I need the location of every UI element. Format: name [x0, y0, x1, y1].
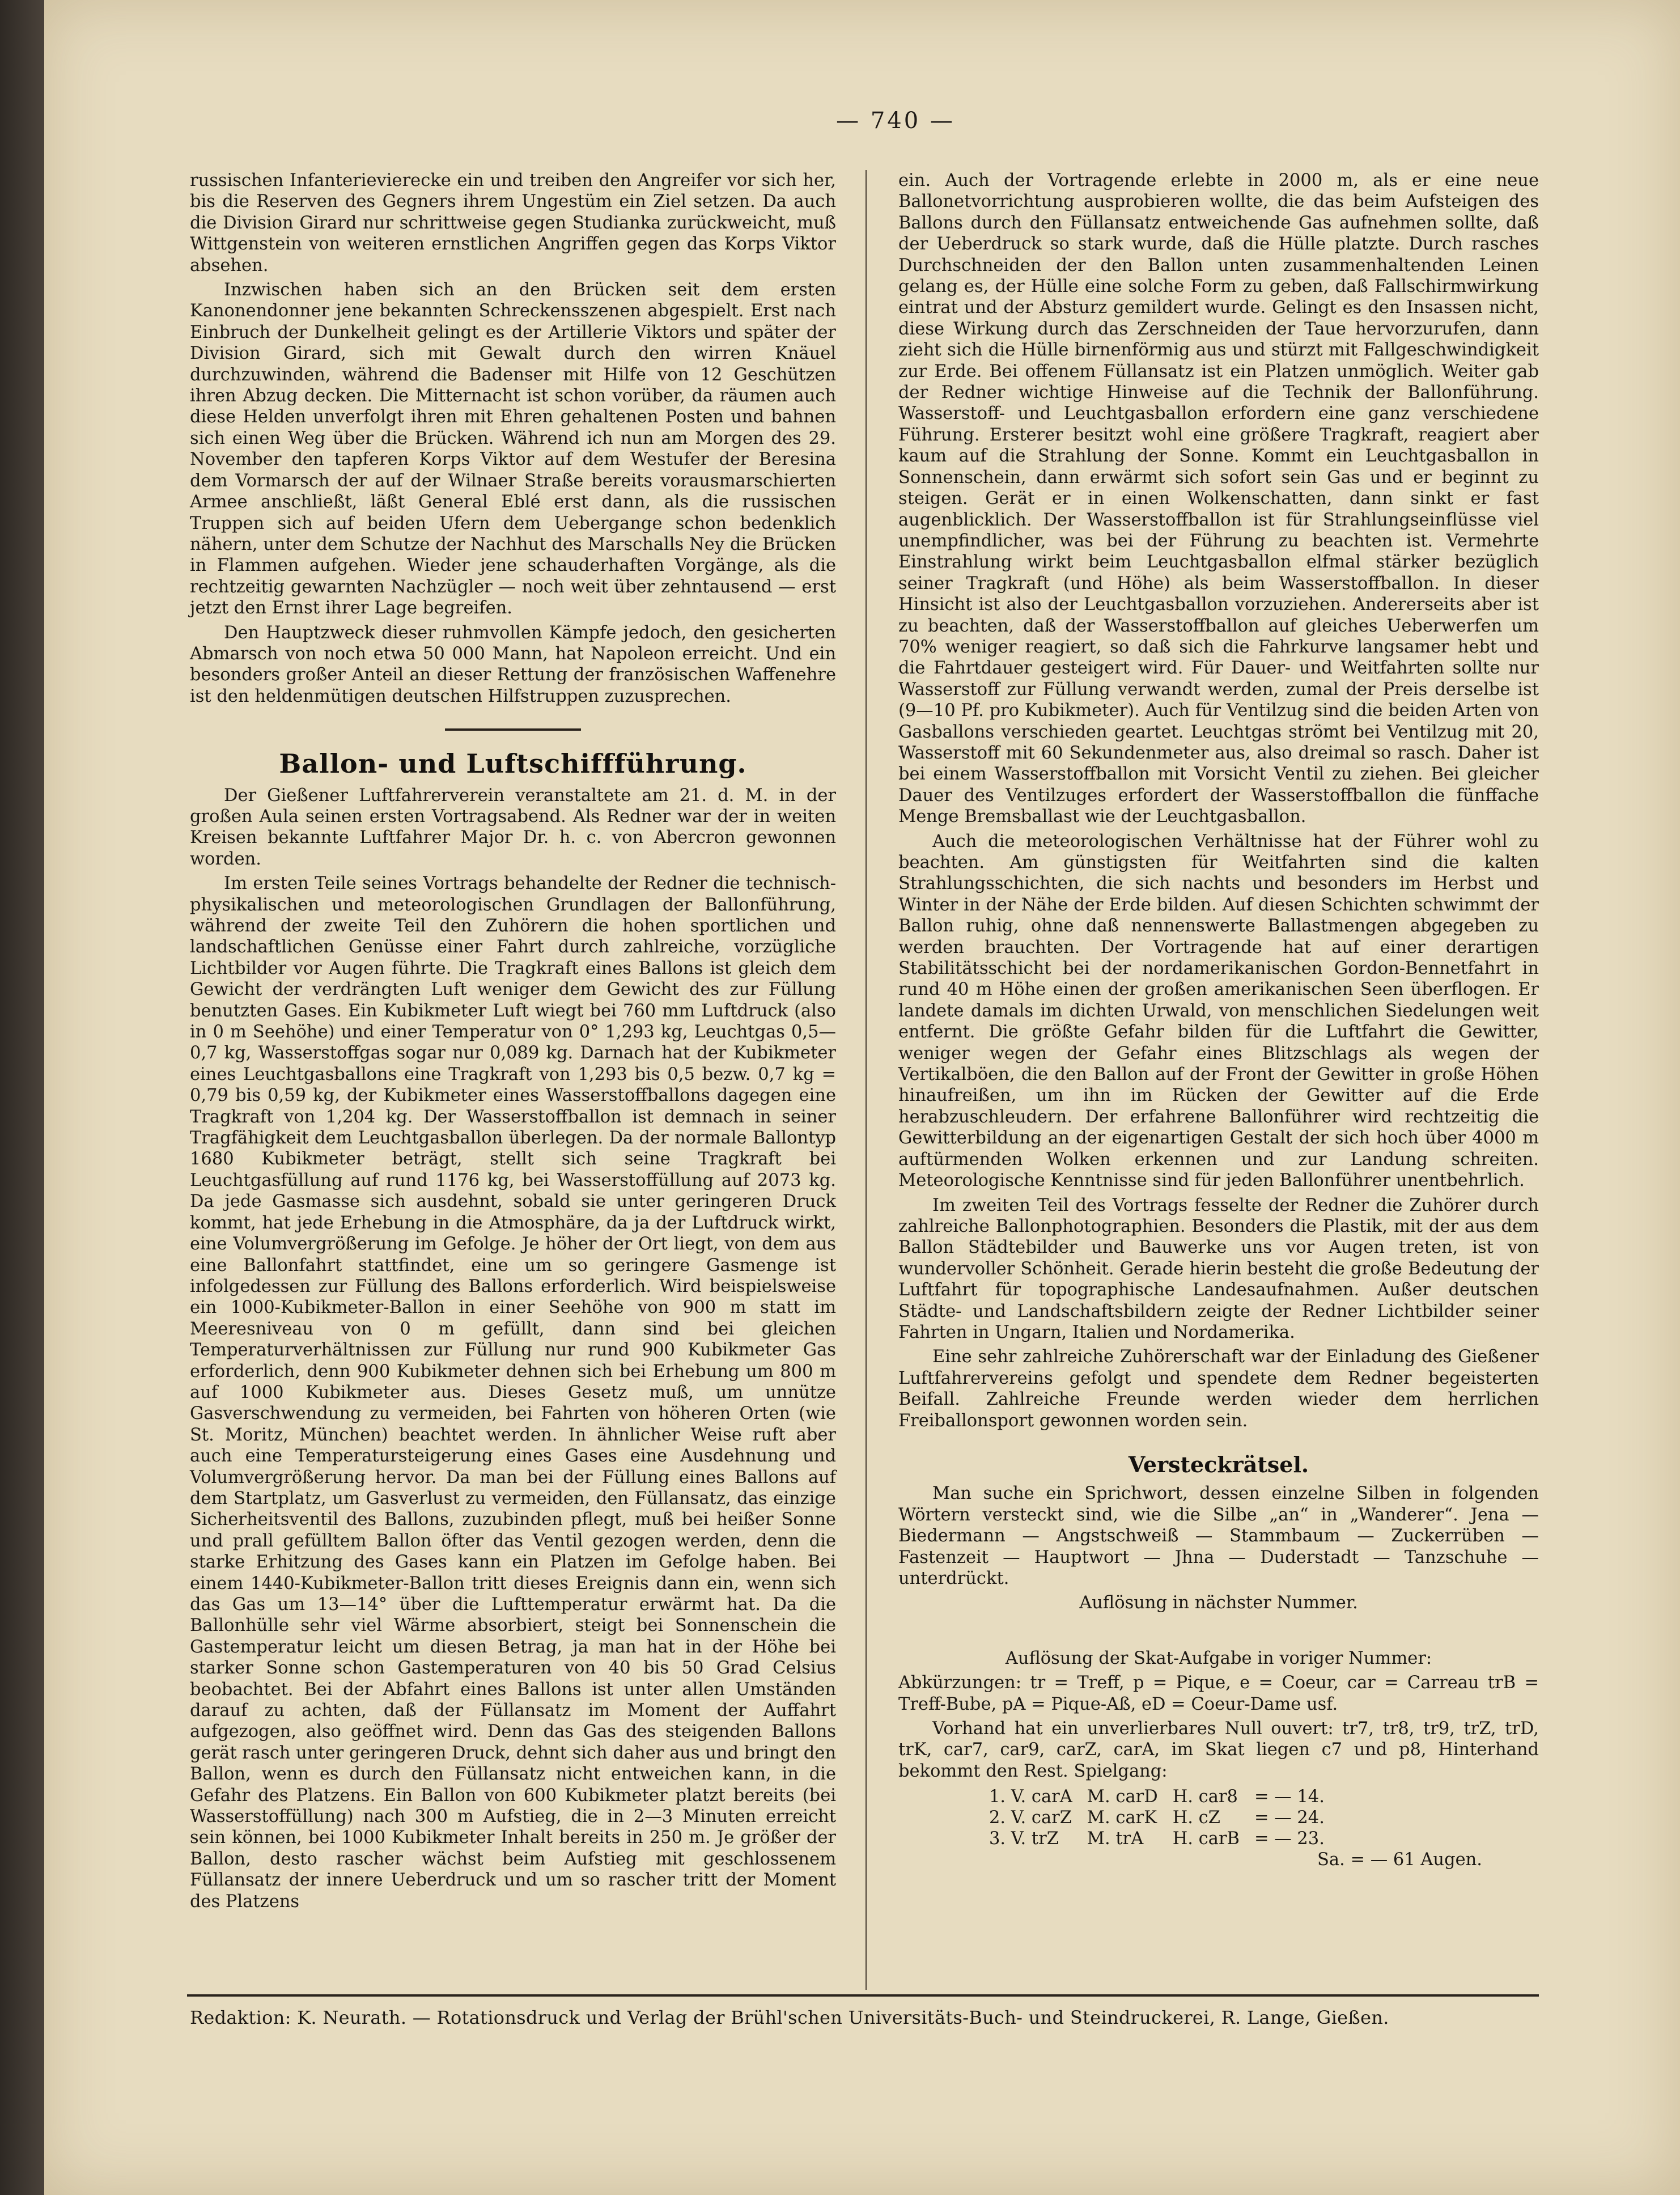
skat-cell: H. cZ: [1172, 1808, 1220, 1828]
skat-row: [989, 1828, 1339, 1849]
skat-row: [989, 1807, 1339, 1828]
skat-cell: 3. V. trZ: [989, 1829, 1059, 1849]
imprint-line: Redaktion: K. Neurath. — Rotationsdruck und Verlag der Brühl'schen Universitäts-Buch- und Steindruckerei, R. Lange, Gießen.: [190, 2007, 1389, 2028]
skat-cell: H. carB: [1172, 1829, 1240, 1849]
skat-play-table: [989, 1786, 1339, 1849]
skat-cell: = — 23.: [1254, 1829, 1325, 1849]
column-divider: [866, 170, 867, 1990]
article-paragraph: Auch die meteorologischen Verhältnisse hat der Führer wohl zu beachten. Am günstigsten für Weitfahrten sind die kalten Strahlungsschichten, die sich nachts und besonders im Herbst und Winter in der Nähe der Erde bilden. Auf diesen Schichten schwimmt der Ballon ruhig, ohne daß nennenswerte Ballastmengen abgegeben zu werden brauchten. Der Vortragende hat auf einer derartigen Stabilitätsschicht bei der nordamerikanischen Gordon-Bennetfahrt in rund 40 m Höhe einen der großen amerikanischen Seen überflogen. Er landete damals im dichten Urwald, von menschlichen Siedelungen weit entfernt. Die größte Gefahr bilden für die Luftfahrt die Gewitter, weniger wegen der Gefahr eines Blitzschlags als wegen der Vertikalböen, die den Ballon auf der Front der Gewitter in große Höhen hinaufreißen, um ihn im Rücken der Gewitter auf die Erde herabzuschleudern. Der erfahrene Ballonführer wird rechtzeitig die Gewitterbildung an der eigenartigen Gestalt der sich hoch über 4000 m auftürmenden Wolken erkennen und zur Landung schreiten. Meteorologische Kenntnisse sind für jeden Ballonführer unentbehrlich.: [898, 831, 1539, 1191]
skat-cell: = — 24.: [1254, 1808, 1325, 1828]
book-binding-edge: [0, 0, 44, 2195]
riddle-title: Versteckrätsel.: [1128, 1451, 1309, 1477]
article-paragraph: Eine sehr zahlreiche Zuhörerschaft war der Einladung des Gießener Luftfahrervereins gefolgt und spendete dem Redner begeisterten Beifall. Zahlreiche Freunde werden wieder dem herrlichen Freiballonsport gewonnen worden sein.: [898, 1347, 1539, 1431]
page-number: — 740 —: [836, 108, 955, 134]
riddle-text: Man suche ein Sprichwort, dessen einzelne Silben in folgenden Wörtern versteckt sind, wie die Silbe „an“ in „Wanderer“. Jena — Biedermann — Angstschweiß — Stammbaum — Zuckerrüben — Fastenzeit — Hauptwort — Jhna — Duderstadt — Tanzschuhe — unterdrückt.: [898, 1484, 1539, 1588]
skat-text: Vorhand hat ein unverlierbares Null ouvert: tr7, tr8, tr9, trZ, trD, trK, car7, car9, carZ, carA, im Skat liegen c7 und p8, Hinterhand bekommt den Rest. Spielgang:: [898, 1719, 1539, 1781]
skat-cell: 1. V. carA: [989, 1787, 1072, 1807]
left-column: [190, 170, 836, 1912]
skat-cell: 2. V. carZ: [989, 1808, 1072, 1828]
section-divider: [445, 728, 581, 731]
article-paragraph: Der Gießener Luftfahrerverein veranstaltete am 21. d. M. in der großen Aula seinen ersten Vortragsabend. Als Redner war der in weiten Kreisen bekannte Luftfahrer Major Dr. h. c. von Abercron gewonnen worden.: [190, 785, 836, 869]
article-paragraph: ein. Auch der Vortragende erlebte in 2000 m, als er eine neue Ballonetvorrichtung ausprobieren wollte, die das beim Aufsteigen des Ballons durch den Füllansatz entweichende Gas aufnehmen sollte, daß der Ueberdruck so stark wurde, daß die Hülle platzte. Durch rasches Durchschneiden der den Ballon unten zusammenhaltenden Leinen gelang es, der Hülle eine solche Form zu geben, daß Fallschirmwirkung eintrat und der Absturz gemildert wurde. Gelingt es den Insassen nicht, diese Wirkung durch das Zerschneiden der Taue hervorzurufen, dann zieht sich die Hülle birnenförmig aus und stürzt mit Fallgeschwindigkeit zur Erde. Bei offenem Füllansatz ist ein Platzen unmöglich. Weiter gab der Redner wichtige Hinweise auf die Technik der Ballonführung. Wasserstoff- und Leuchtgasballon erfordern eine ganz verschiedene Führung. Ersterer besitzt wohl eine größere Tragkraft, reagiert aber kaum auf die Strahlung der Sonne. Kommt ein Leuchtgasballon in Sonnenschein, dann erwärmt sich sofort sein Gas und er beginnt zu steigen. Gerät er in einen Wolkenschatten, dann sinkt er fast augenblicklich. Der Wasserstoffballon ist für Strahlungseinflüsse viel unempfindlicher, was bei der Führung zu beachten ist. Vermehrte Einstrahlung wirkt beim Leuchtgasballon elfmal stärker bezüglich seiner Tragkraft (und Höhe) als beim Wasserstoffballon. In dieser Hinsicht ist also der Leuchtgasballon vorzuziehen. Andererseits aber ist zu beachten, daß der Wasserstoffballon auf gleiches Ueberwerfen um 70% weniger reagiert, so daß sich die Fahrkurve langsamer hebt und die Fahrtdauer gesteigert wird. Für Dauer- und Weitfahrten sollte nur Wasserstoff zur Füllung verwandt werden, zumal der Preis derselbe ist (9—10 Pf. pro Kubikmeter). Auch für Ventilzug sind die beiden Arten von Gasballons verschieden geartet. Leuchtgas strömt bei Ventilzug mit 20, Wasserstoff mit 60 Sekundenmeter aus, also dreimal so rasch. Daher ist bei einem Wasserstoffballon mit Vorsicht Ventil zu ziehen. Bei gleicher Dauer des Ventilzuges erfordert der Wasserstoffballon die fünffache Menge Bremsballast wie der Leuchtgasballon.: [898, 171, 1539, 827]
riddle-solution-note: Auflösung in nächster Nummer.: [1079, 1593, 1358, 1613]
article-paragraph: Den Hauptzweck dieser ruhmvollen Kämpfe jedoch, den gesicherten Abmarsch von noch etwa 50 000 Mann, hat Napoleon erreicht. Und ein besonders großer Anteil an dieser Rettung der französischen Waffenehre ist den heldenmütigen deutschen Hilfstruppen zuzusprechen.: [190, 622, 836, 706]
skat-cell: M. carD: [1087, 1787, 1158, 1807]
footer-rule: [187, 1994, 1539, 1997]
article-paragraph: Im ersten Teile seines Vortrags behandelte der Redner die technisch-physikalischen und meteorologischen Grundlagen der Ballonführung, während der zweite Teil den Zuhörern die hohen sportlichen und landschaftlichen Genüsse einer Fahrt durch zahlreiche, vorzügliche Lichtbilder vor Augen führte. Die Tragkraft eines Ballons ist gleich dem Gewicht der verdrängten Luft weniger dem Gewicht des zur Füllung benutzten Gases. Ein Kubikmeter Luft wiegt bei 760 mm Luftdruck (also in 0 m Seehöhe) und einer Temperatur von 0° 1,293 kg, Leuchtgas 0,5—0,7 kg, Wasserstoffgas sogar nur 0,089 kg. Darnach hat der Kubikmeter eines Leuchtgasballons eine Tragkraft von 1,293 bis 0,5 bezw. 0,7 kg = 0,79 bis 0,59 kg, der Kubikmeter eines Wasserstoffballons dagegen eine Tragkraft von 1,204 kg. Der Wasserstoffballon ist demnach in seiner Tragfähigkeit dem Leuchtgasballon überlegen. Da der normale Ballontyp 1680 Kubikmeter beträgt, stellt sich seine Tragkraft bei Leuchtgasfüllung auf rund 1176 kg, bei Wasserstoffüllung auf 2073 kg. Da jede Gasmasse sich ausdehnt, sobald sie unter geringeren Druck kommt, hat jede Erhebung in die Atmosphäre, da ja der Luftdruck wirkt, eine Volumvergrößerung im Gefolge. Je höher der Ort liegt, von dem aus eine Ballonfahrt stattfindet, eine um so geringere Gasmenge ist infolgedessen zur Füllung des Ballons erforderlich. Wird beispielsweise ein 1000-Kubikmeter-Ballon in einer Seehöhe von 900 m statt im Meeresniveau von 0 m gefüllt, dann sind bei gleichen Temperaturverhältnissen zur Füllung nur rund 900 Kubikmeter Gas erforderlich, denn 900 Kubikmeter dehnen sich bei Erhebung um 800 m auf 1000 Kubikmeter aus. Dieses Gesetz muß, um unnütze Gasverschwendung zu vermeiden, bei Fahrten von höheren Orten (wie St. Moritz, München) beachtet werden. In ähnlicher Weise ruft aber auch eine Temperatursteigerung eines Gases eine Ausdehnung und Volumvergrößerung hervor. Da man bei der Füllung eines Ballons auf dem Startplatz, um Gasverlust zu vermeiden, den Füllansatz, das einzige Sicherheitsventil des Ballons, zuzubinden pflegt, muß bei heißer Sonne und prall gefülltem Ballon öfter das Ventil gezogen werden, denn die starke Erhitzung des Gases kann ein Platzen im Gefolge haben. Bei einem 1440-Kubikmeter-Ballon tritt dieses Ereignis dann ein, wenn sich das Gas um 13—14° über die Lufttemperatur erwärmt hat. Da die Ballonhülle sehr viel Wärme absorbiert, steigt bei Sonnenschein die Gastemperatur leicht um diesen Betrag, ja man hat in der Höhe bei starker Sonne schon Gastemperaturen von 40 bis 50 Grad Celsius beobachtet. Bei der Abfahrt eines Ballons ist unter allen Umständen darauf zu achten, daß der Füllansatz im Moment der Auffahrt aufgezogen, also geöffnet wird. Denn das Gas des steigenden Ballons gerät rasch unter geringeren Druck, dehnt sich daher aus und bringt den Ballon, wenn es durch den Füllansatz nicht entweichen kann, in die Gefahr des Platzens. Ein Ballon von 600 Kubikmeter platzt bereits (bei Wasserstoffüllung) nach 300 m Aufstieg, die in 2—3 Minuten erreicht sein können, bei 1000 Kubikmeter Inhalt bereits in 250 m. Je größer der Ballon, desto rascher wächst beim Aufstieg mit geschlossenem Füllansatz der innere Ueberdruck und um so rascher tritt der Moment des Platzens: [190, 874, 836, 1912]
skat-abbreviations: Abkürzungen: tr = Treff, p = Pique, e = Coeur, car = Carreau trB = Treff-Bube, pA = Pique-Aß, eD = Coeur-Dame usf.: [898, 1673, 1539, 1714]
skat-cell: H. car8: [1172, 1787, 1238, 1807]
skat-cell: M. carK: [1087, 1808, 1157, 1828]
skat-total: Sa. = — 61 Augen.: [1317, 1850, 1482, 1870]
article-paragraph: Im zweiten Teil des Vortrags fesselte der Redner die Zuhörer durch zahlreiche Ballonphotographien. Besonders die Plastik, mit der aus dem Ballon Städtebilder und Bauwerke uns vor Augen treten, ist von wundervoller Schönheit. Gerade hierin besteht die große Bedeutung der Luftfahrt für topographische Landesaufnahmen. Außer deutschen Städte- und Landschaftsbildern zeigte der Redner Lichtbilder seiner Fahrten in Ungarn, Italien und Nordamerika.: [898, 1195, 1539, 1342]
right-column: [898, 170, 1539, 1871]
skat-cell: M. trA: [1087, 1829, 1144, 1849]
skat-title: Auflösung der Skat-Aufgabe in voriger Nummer:: [1005, 1648, 1432, 1668]
skat-row: [989, 1786, 1339, 1807]
article-paragraph: russischen Infanterievierecke ein und treiben den Angreifer vor sich her, bis die Reserven des Gegners ihrem Ungestüm ein Ziel setzen. Da auch die Division Girard nur schrittweise gegen Studianka zurückweicht, muß Wittgenstein von weiteren ernstlichen Angriffen gegen das Korps Viktor absehen.: [190, 171, 836, 276]
section-title: Ballon- und Luftschiffführung.: [279, 748, 747, 779]
article-paragraph: Inzwischen haben sich an den Brücken seit dem ersten Kanonendonner jene bekannten Schreckensszenen abgespielt. Erst nach Einbruch der Dunkelheit gelingt es der Artillerie Viktors und später der Division Girard, sich mit Gewalt durch den wirren Knäuel durchzuwinden, während die Badenser mit Hilfe von 12 Geschützen ihren Abzug decken. Die Mitternacht ist schon vorüber, da räumen auch diese Helden unverfolgt ihren mit Ehren gehaltenen Posten und bahnen sich einen Weg über die Brücken. Während ich nun am Morgen des 29. November den tapferen Korps Viktor auf dem Westufer der Beresina dem Vormarsch der auf der Wilnaer Straße bereits vorausmarschierten Armee anschließt, läßt General Eblé erst dann, als die russischen Truppen sich auf beiden Ufern dem Uebergange schon bedenklich nähern, unter dem Schutze der Nachhut des Marschalls Ney die Brücken in Flammen aufgehen. Wieder jene schauderhaften Vorgänge, als die rechtzeitig gewarnten Nachzügler — noch weit über zehntausend — erst jetzt den Ernst ihrer Lage begreifen.: [190, 280, 836, 618]
skat-cell: = — 14.: [1254, 1787, 1325, 1807]
